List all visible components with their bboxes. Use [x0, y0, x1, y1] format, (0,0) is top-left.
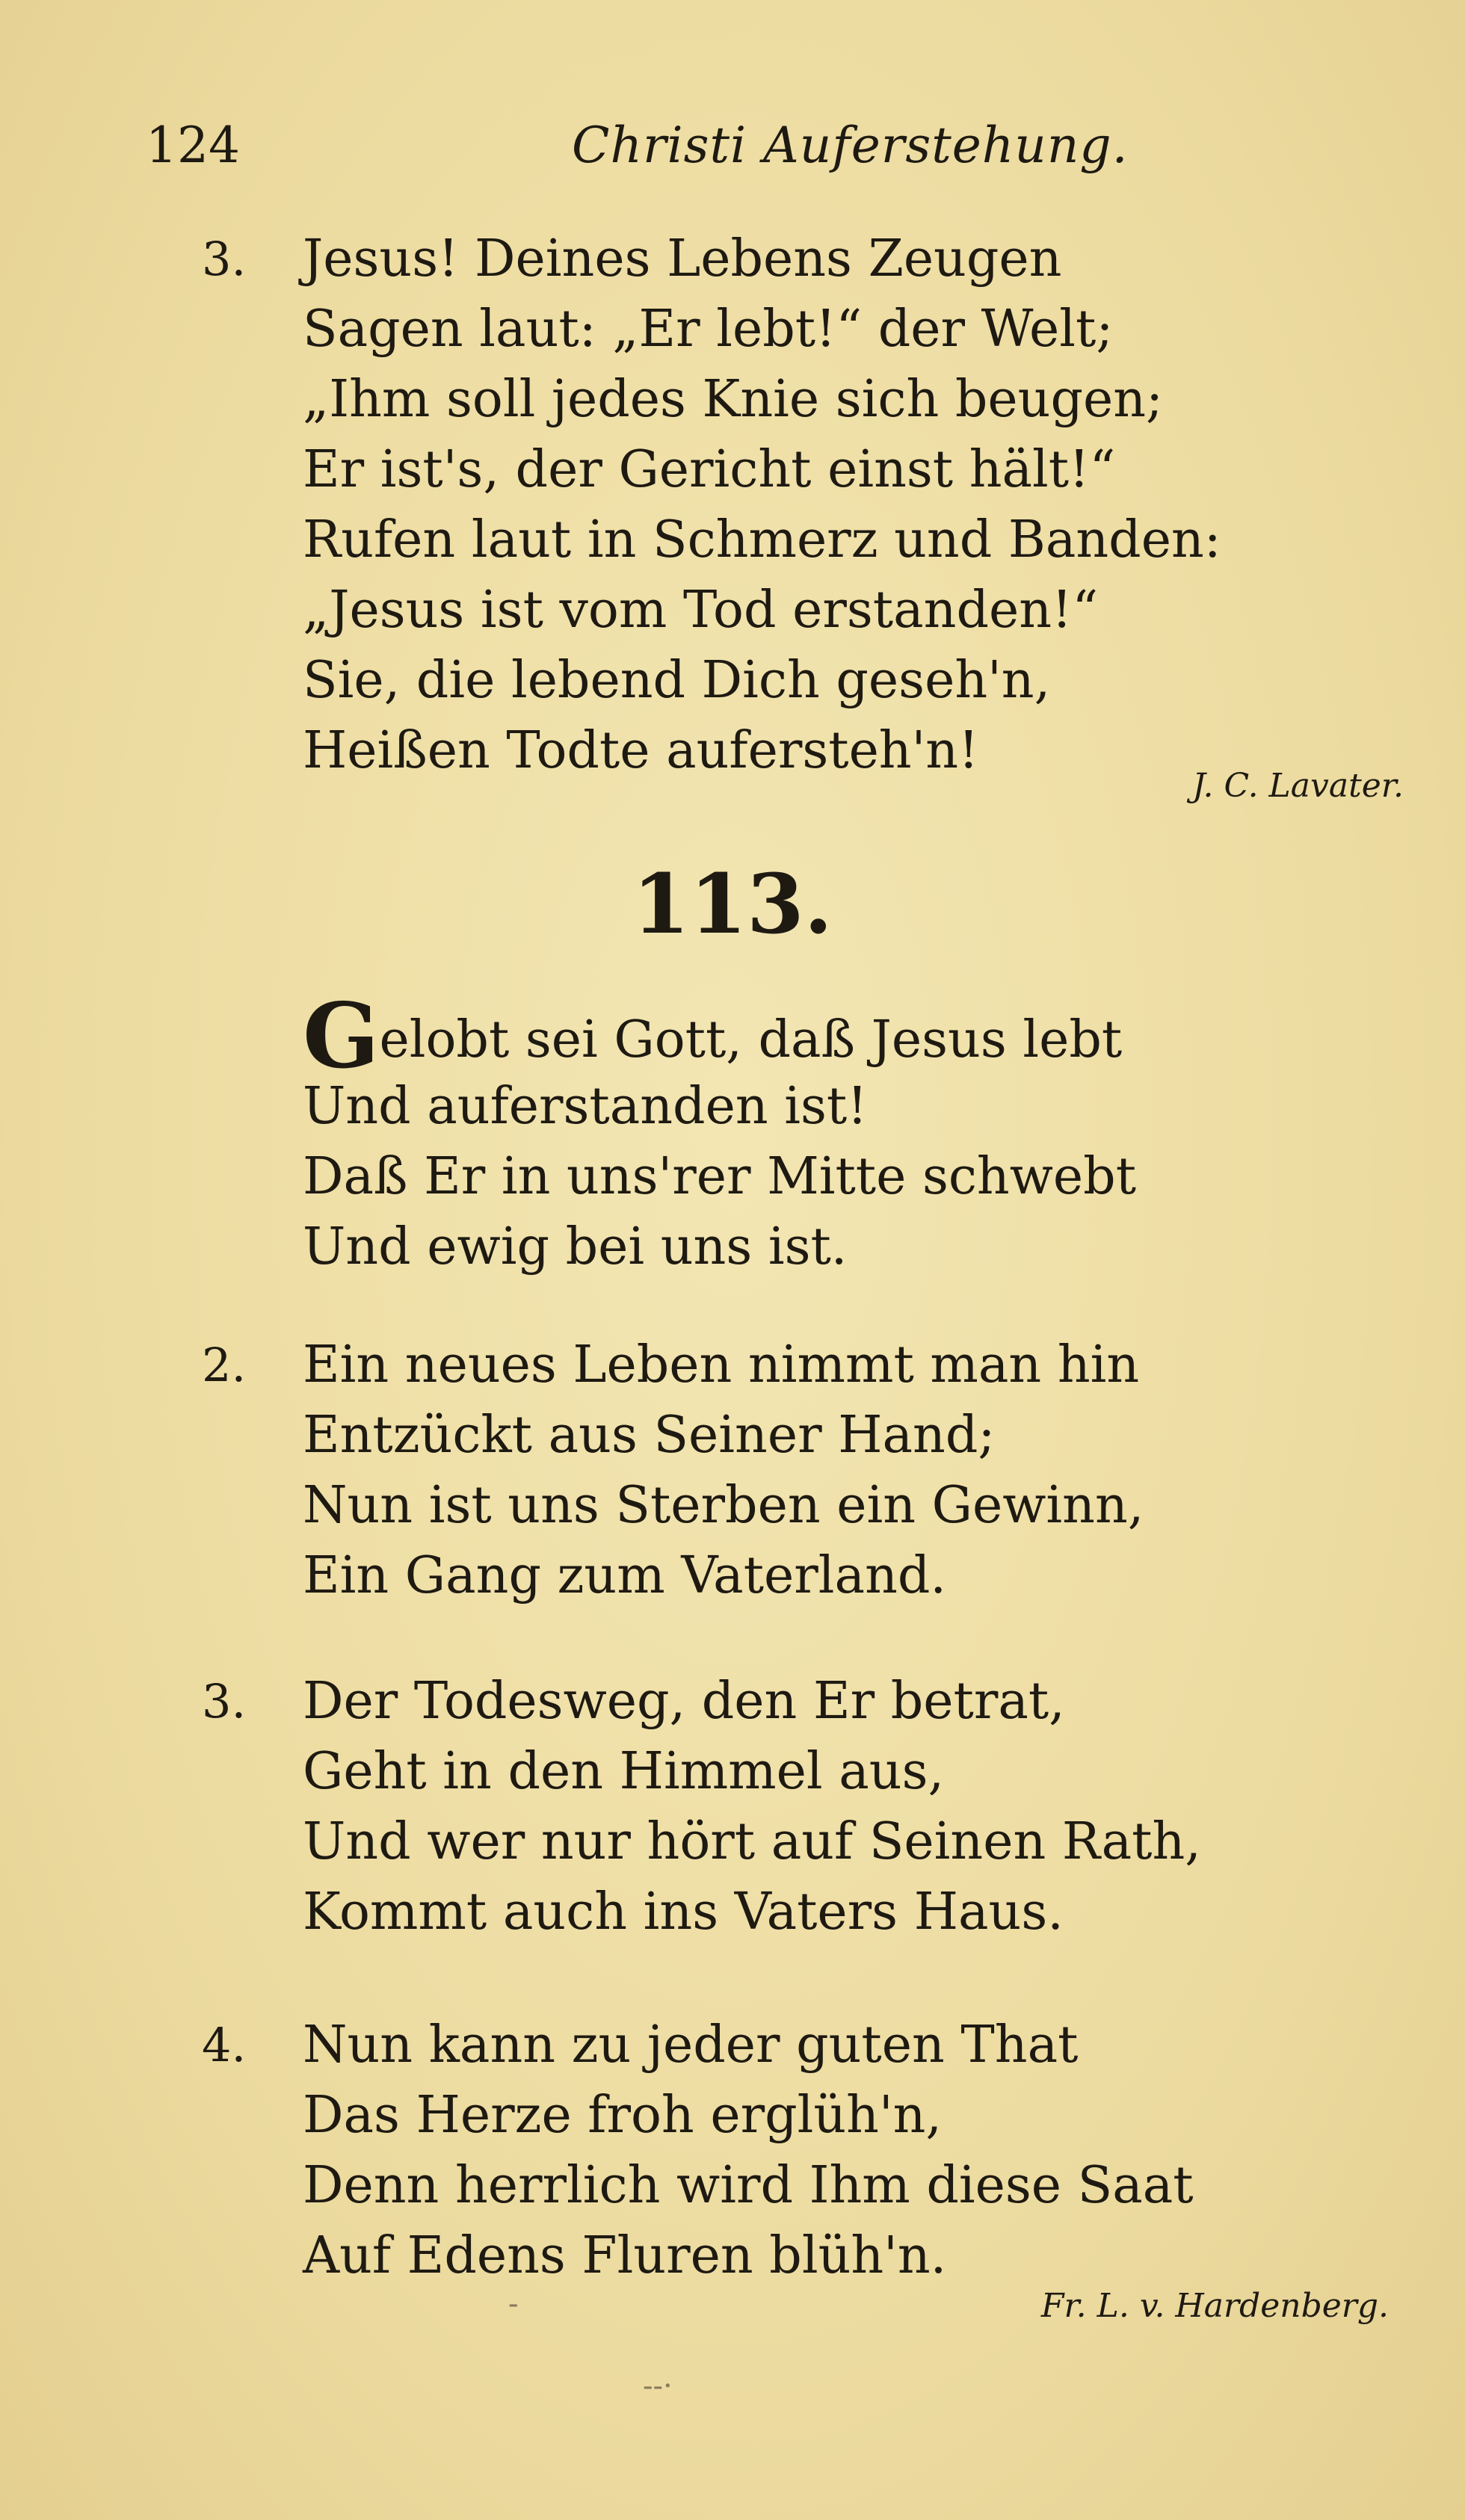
- stanza-lines: [303, 1667, 1379, 1948]
- stanza-number: 3.: [202, 232, 247, 286]
- hymn-number: 113.: [632, 856, 833, 952]
- verse-line: Ein Gang zum Vaterland.: [303, 1546, 947, 1605]
- page-number: 124: [146, 117, 240, 174]
- author-attribution-lavater: J. C. Lavater.: [1192, 767, 1404, 805]
- verse-line: Er ist's, der Gericht einst hält!“: [303, 440, 1116, 499]
- first-line-text: elobt sei Gott, daß Jesus lebt: [379, 1010, 1123, 1069]
- verse-line: Ein neues Leben nimmt man hin: [303, 1335, 1140, 1395]
- print-mark: -: [508, 2287, 519, 2321]
- verse-line: Kommt auch ins Vaters Haus.: [303, 1883, 1064, 1942]
- stanza-lines: [303, 1330, 1379, 1611]
- verse-line: „Ihm soll jedes Knie sich beugen;: [303, 370, 1163, 429]
- stanza-number: 3.: [202, 1674, 247, 1729]
- stanza-lines: [303, 983, 1379, 1282]
- verse-line: Denn herrlich wird Ihm diese Saat: [303, 2156, 1194, 2215]
- verse-line: Der Todesweg, den Er betrat,: [303, 1672, 1065, 1731]
- verse-line: Und auferstanden ist!: [303, 1077, 868, 1136]
- verse-line: Geht in den Himmel aus,: [303, 1742, 945, 1801]
- verse-line: Heißen Todte aufersteh'n!: [303, 721, 979, 780]
- drop-cap: G: [303, 983, 380, 1089]
- verse-line: Das Herze froh erglüh'n,: [303, 2086, 943, 2145]
- verse-line: Rufen laut in Schmerz und Banden:: [303, 510, 1221, 569]
- running-title: Christi Auferstehung.: [572, 117, 1129, 174]
- verse-line: Sie, die lebend Dich geseh'n,: [303, 651, 1051, 710]
- verse-line: Sagen laut: „Er lebt!“ der Welt;: [303, 300, 1114, 359]
- author-attribution-hardenberg: Fr. L. v. Hardenberg.: [1040, 2287, 1389, 2325]
- print-mark: --·: [643, 2369, 673, 2403]
- stanza-lines: [303, 2010, 1379, 2291]
- verse-line: Nun ist uns Sterben ein Gewinn,: [303, 1476, 1144, 1535]
- verse-line: Nun kann zu jeder guten That: [303, 2016, 1079, 2075]
- verse-line: Entzückt aus Seiner Hand;: [303, 1406, 996, 1465]
- stanza-number: 4.: [202, 2018, 247, 2072]
- verse-line: Und wer nur hört auf Seinen Rath,: [303, 1812, 1201, 1871]
- verse-line: Auf Edens Fluren blüh'n.: [303, 2226, 947, 2285]
- page-header: [146, 112, 1372, 179]
- verse-line: Jesus! Deines Lebens Zeugen: [303, 229, 1062, 288]
- verse-line: „Jesus ist vom Tod erstanden!“: [303, 581, 1099, 640]
- stanza-number: 2.: [202, 1338, 247, 1392]
- verse-line: Daß Er in uns'rer Mitte schwebt: [303, 1147, 1137, 1206]
- stanza-lines: [303, 224, 1379, 786]
- verse-line-first: [303, 983, 1379, 1089]
- verse-line: Und ewig bei uns ist.: [303, 1217, 848, 1276]
